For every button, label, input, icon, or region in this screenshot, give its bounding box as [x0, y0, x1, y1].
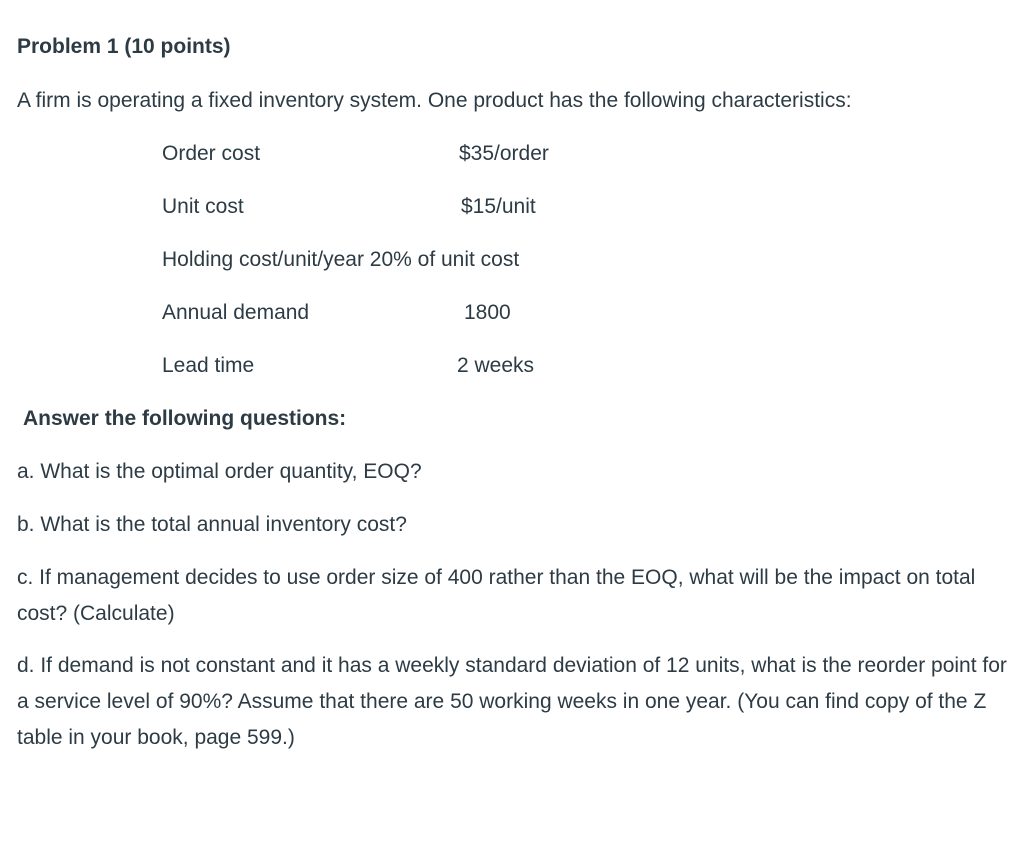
question-d: d. If demand is not constant and it has a weekly standard deviation of 12 units, what is the reorder point for a service level of 90%? Assume that there are 50 working weeks in one year. (You can find copy of the Z table in your book, page 599.) — [17, 654, 1007, 749]
problem-title: Problem 1 (10 points) — [17, 35, 231, 58]
characteristic-label-order-cost: Order cost — [162, 142, 261, 165]
characteristic-value-unit-cost: $15/unit — [461, 195, 536, 218]
question-c: c. If management decides to use order size of 400 rather than the EOQ, what will be the impact on total cost? (Calculate) — [17, 566, 976, 625]
characteristic-value-lead-time: 2 weeks — [457, 354, 535, 377]
characteristic-value-annual-demand: 1800 — [464, 301, 511, 324]
characteristic-label-holding-cost: Holding cost/unit/year 20% of unit cost — [162, 248, 520, 271]
characteristic-value-order-cost: $35/order — [459, 142, 549, 165]
characteristic-label-unit-cost: Unit cost — [162, 195, 244, 218]
characteristic-label-annual-demand: Annual demand — [162, 301, 310, 324]
question-a: a. What is the optimal order quantity, EOQ? — [17, 460, 422, 483]
question-b: b. What is the total annual inventory cost? — [17, 513, 407, 536]
answer-heading: Answer the following questions: — [23, 407, 347, 430]
problem-intro: A firm is operating a fixed inventory system. One product has the following characteristics: — [17, 89, 852, 112]
characteristic-label-lead-time: Lead time — [162, 354, 255, 377]
